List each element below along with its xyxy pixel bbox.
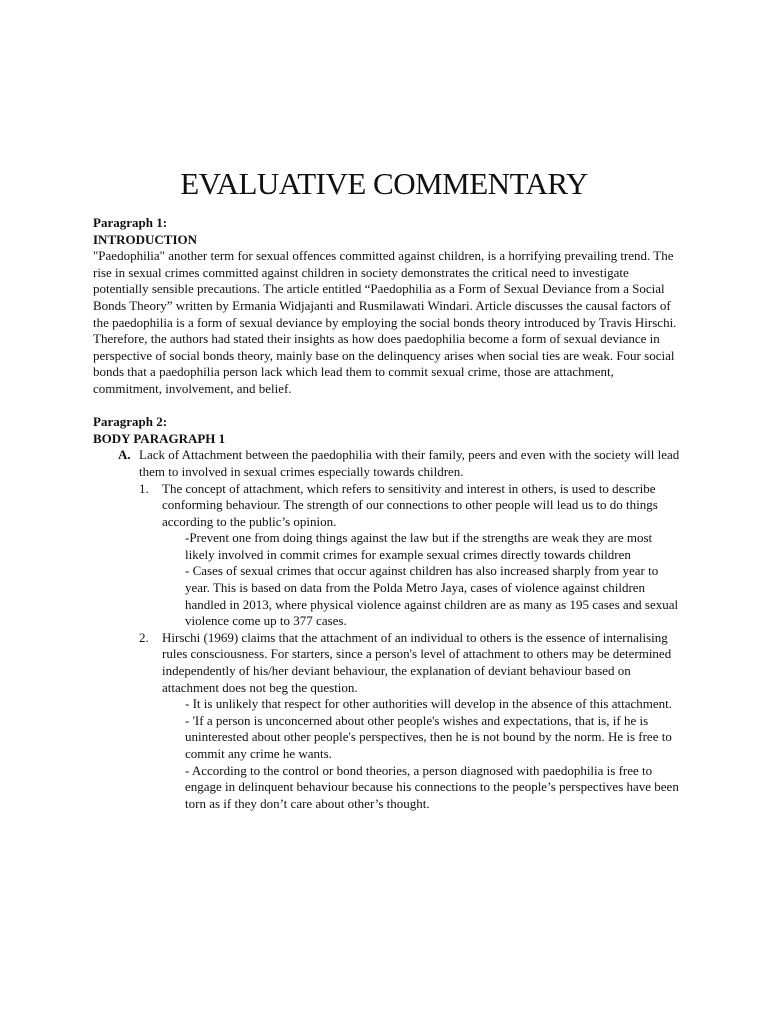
list-marker-1: 1. [139,480,149,496]
page-title: EVALUATIVE COMMENTARY [180,166,588,201]
list-item-2-sub-3: - According to the control or bond theories, a person diagnosed with paedophilia is free to engage in delinquent behaviour because his connections to the people’s perspectives have been torn as if they don’t care about other’s thought. [185,762,679,811]
body-paragraph-heading: BODY PARAGRAPH 1 [93,430,226,446]
introduction-heading: INTRODUCTION [93,231,198,247]
list-item-2 [139,630,683,696]
paragraph-1-label: Paragraph 1: [93,215,168,230]
list-marker-2: 2. [139,629,149,645]
list-item-1-sub-2: - Cases of sexual crimes that occur against children has also increased sharply from year to year. This is based on data from the Polda Metro Jaya, cases of violence against children handled in 2013, where physical violence against children are as many as 195 cases and sexual violence come up to 377 cases. [185,563,679,629]
document-body [93,215,683,812]
introduction-text: "Paedophilia" another term for sexual offences committed against children, is a horrifying prevailing trend. The rise in sexual crimes committed against children in society demonstrates the critical need to investigate potentially sensible precautions. The article entitled “Paedophilia as a Form of Sexual Deviance from a Social Bonds Theory” written by Ermania Widjajanti and Rusmilawati Windari. Article discusses the causal factors of the paedophilia is a form of sexual deviance by employing the social bonds theory introduced by Travis Hirschi. Therefore, the authors had stated their insights as how does paedophilia become a form of sexual deviance in perspective of social bonds theory, mainly base on the delinquency arises when social ties are weak. Four social bonds that a paedophilia person lack which lead them to commit sexual crime, those are attachment, commitment, involvement, and belief. [93,248,677,396]
list-item-1-text: The concept of attachment, which refers to sensitivity and interest in others, is used to describe conforming behaviour. The strength of our connections to other people will lead us to do things according to the public’s opinion. [162,480,658,529]
list-item-a-text: Lack of Attachment between the paedophilia with their family, peers and even with the society will lead them to involved in sexual crimes especially towards children. [139,447,680,479]
list-item-1-sub-1: -Prevent one from doing things against the law but if the strengths are weak they are most likely involved in commit crimes for example sexual crimes directly towards children [185,530,653,562]
paragraph-2-label: Paragraph 2: [93,414,168,430]
list-item-2-text: Hirschi (1969) claims that the attachment of an individual to others is the essence of internalising rules consciousness. For starters, since a person's level of attachment to others may be determined independently of his/her deviant behaviour, the explanation of deviant behaviour based on attachment does not beg the question. [162,629,672,695]
list-item-1 [139,481,683,531]
list-item-2-sub-1: - It is unlikely that respect for other authorities will develop in the absence of this attachment. [185,696,672,712]
list-item-a [93,447,683,480]
spacer [93,398,683,415]
list-marker-a: A. [118,447,131,463]
list-item-2-sub-2: - 'If a person is unconcerned about other people's wishes and expectations, that is, if he is uninterested about other people's perspectives, then he is not bound by the norm. He is free to commit any crime he wants. [185,712,672,761]
